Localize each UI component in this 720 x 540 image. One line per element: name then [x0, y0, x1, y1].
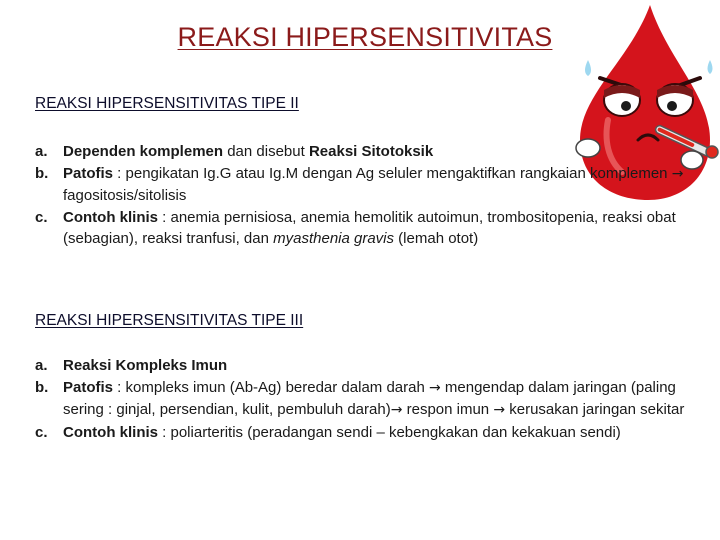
list-item: a. Dependen komplemen dan disebut Reaksi Sitotoksik — [35, 143, 434, 160]
list-item: c. Contoh klinis : poliarteritis (peradangan sendi – kebengkakan dan kekakuan sendi) — [35, 423, 621, 441]
list-item: c. Contoh klinis : anemia pernisiosa, anemia hemolitik autoimun, trombositopenia, reaksi obat (sebagian), reaksi tranfusi, dan myasthenia gravis (lemah otot) — [35, 208, 676, 247]
arrow-right-icon: → — [390, 402, 403, 418]
list-tipe-3 — [35, 355, 700, 443]
list-item: b. Patofis : pengikatan Ig.G atau Ig.M dengan Ag seluler mengaktifkan rangkaian komplemen → fagositosis/sitolisis — [35, 164, 684, 204]
arrow-right-icon: → — [429, 379, 441, 396]
arrow-right-icon: → — [671, 165, 684, 182]
section-heading-tipe-3: REAKSI HIPERSENSITIVITAS TIPE III — [35, 312, 304, 329]
section-heading-tipe-2: REAKSI HIPERSENSITIVITAS TIPE II — [35, 95, 299, 112]
list-item: a. Reaksi Kompleks Imun — [35, 357, 228, 374]
list-item: b. Patofis : kompleks imun (Ab-Ag) beredar dalam darah → mengendap dalam jaringan (paling sering : ginjal, persendian, kulit, pembuluh darah)→ respon imun → kerusakan jaringan sekitar — [35, 378, 685, 418]
page-title: REAKSI HIPERSENSITIVITAS — [177, 22, 553, 52]
arrow-right-icon: → — [493, 402, 506, 418]
list-tipe-2 — [35, 141, 700, 250]
